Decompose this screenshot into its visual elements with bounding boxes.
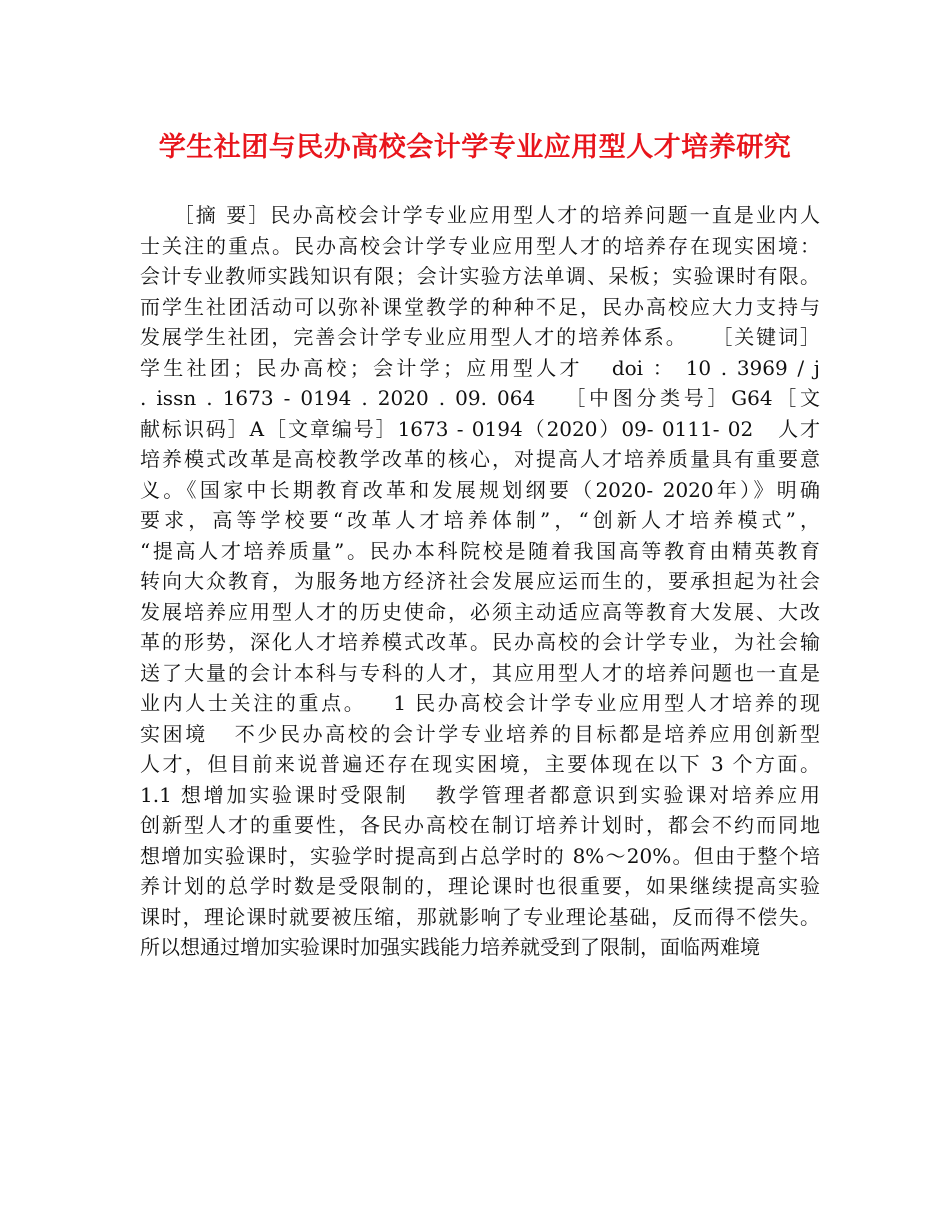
body-line: “提高人才培养质量”。民办本科院校是随着我国高等教育由精英教育 [140,538,820,563]
body-line: 培养模式改革是高校教学改革的核心，对提高人才培养质量具有重要意 [140,447,820,471]
body-line: 士关注的重点。民办高校会计学专业应用型人才的培养存在现实困境： [140,233,820,258]
body-line: 所以想通过增加实验课时加强实践能力培养就受到了限制，面临两难境 [140,935,760,959]
body-line: 业内人士关注的重点。 1 民办高校会计学专业应用型人才培养的现 [140,691,820,715]
body-line: 义。《国家中长期教育改革和发展规划纲要（2020- 2020年）》明确 [140,477,820,502]
body-line: 发展学生社团，完善会计学专业应用型人才的培养体系。 ［关键词］ [140,325,820,349]
document-body [140,200,820,963]
body-line: 养计划的总学时数是受限制的，理论课时也很重要，如果继续提高实验 [140,874,820,898]
body-line: 而学生社团活动可以弥补课堂教学的种种不足，民办高校应大力支持与 [140,294,820,319]
body-line: ［摘 要］民办高校会计学专业应用型人才的培养问题一直是业内人 [140,203,820,227]
body-line: 送了大量的会计本科与专科的人才，其应用型人才的培养问题也一直是 [140,660,820,685]
body-line: 想增加实验课时，实验学时提高到占总学时的 8%～20%。但由于整个培 [140,843,820,868]
body-line: 学生社团；民办高校；会计学；应用型人才 doi ： 10 . 3969 / j [140,355,820,380]
body-line: . issn . 1673 - 0194 . 2020 . 09. 064 ［中图分类号］G64［文 [140,386,820,410]
body-line: 发展培养应用型人才的历史使命，必须主动适应高等教育大发展、大改 [140,599,820,624]
body-line: 1.1 想增加实验课时受限制 教学管理者都意识到实验课对培养应用 [140,782,820,807]
body-line: 转向大众教育，为服务地方经济社会发展应运而生的，要承担起为社会 [140,569,820,593]
body-line: 献标识码］A［文章编号］1673 - 0194（2020）09- 0111- 02 人才 [140,416,820,441]
document-title: 学生社团与民办高校会计学专业应用型人才培养研究 [158,132,792,163]
body-line: 革的形势，深化人才培养模式改革。民办高校的会计学专业，为社会输 [140,630,820,654]
body-line: 会计专业教师实践知识有限；会计实验方法单调、呆板；实验课时有限。 [140,264,820,288]
body-line: 人才，但目前来说普遍还存在现实困境，主要体现在以下 3 个方面。 [140,752,820,776]
body-line: 实困境 不少民办高校的会计学专业培养的目标都是培养应用创新型 [140,721,820,746]
body-line: 创新型人才的重要性，各民办高校在制订培养计划时，都会不约而同地 [140,813,820,837]
body-line: 课时，理论课时就要被压缩，那就影响了专业理论基础，反而得不偿失。 [140,904,820,929]
body-line: 要求，高等学校要“改革人才培养体制”，“创新人才培养模式”， [140,508,820,532]
